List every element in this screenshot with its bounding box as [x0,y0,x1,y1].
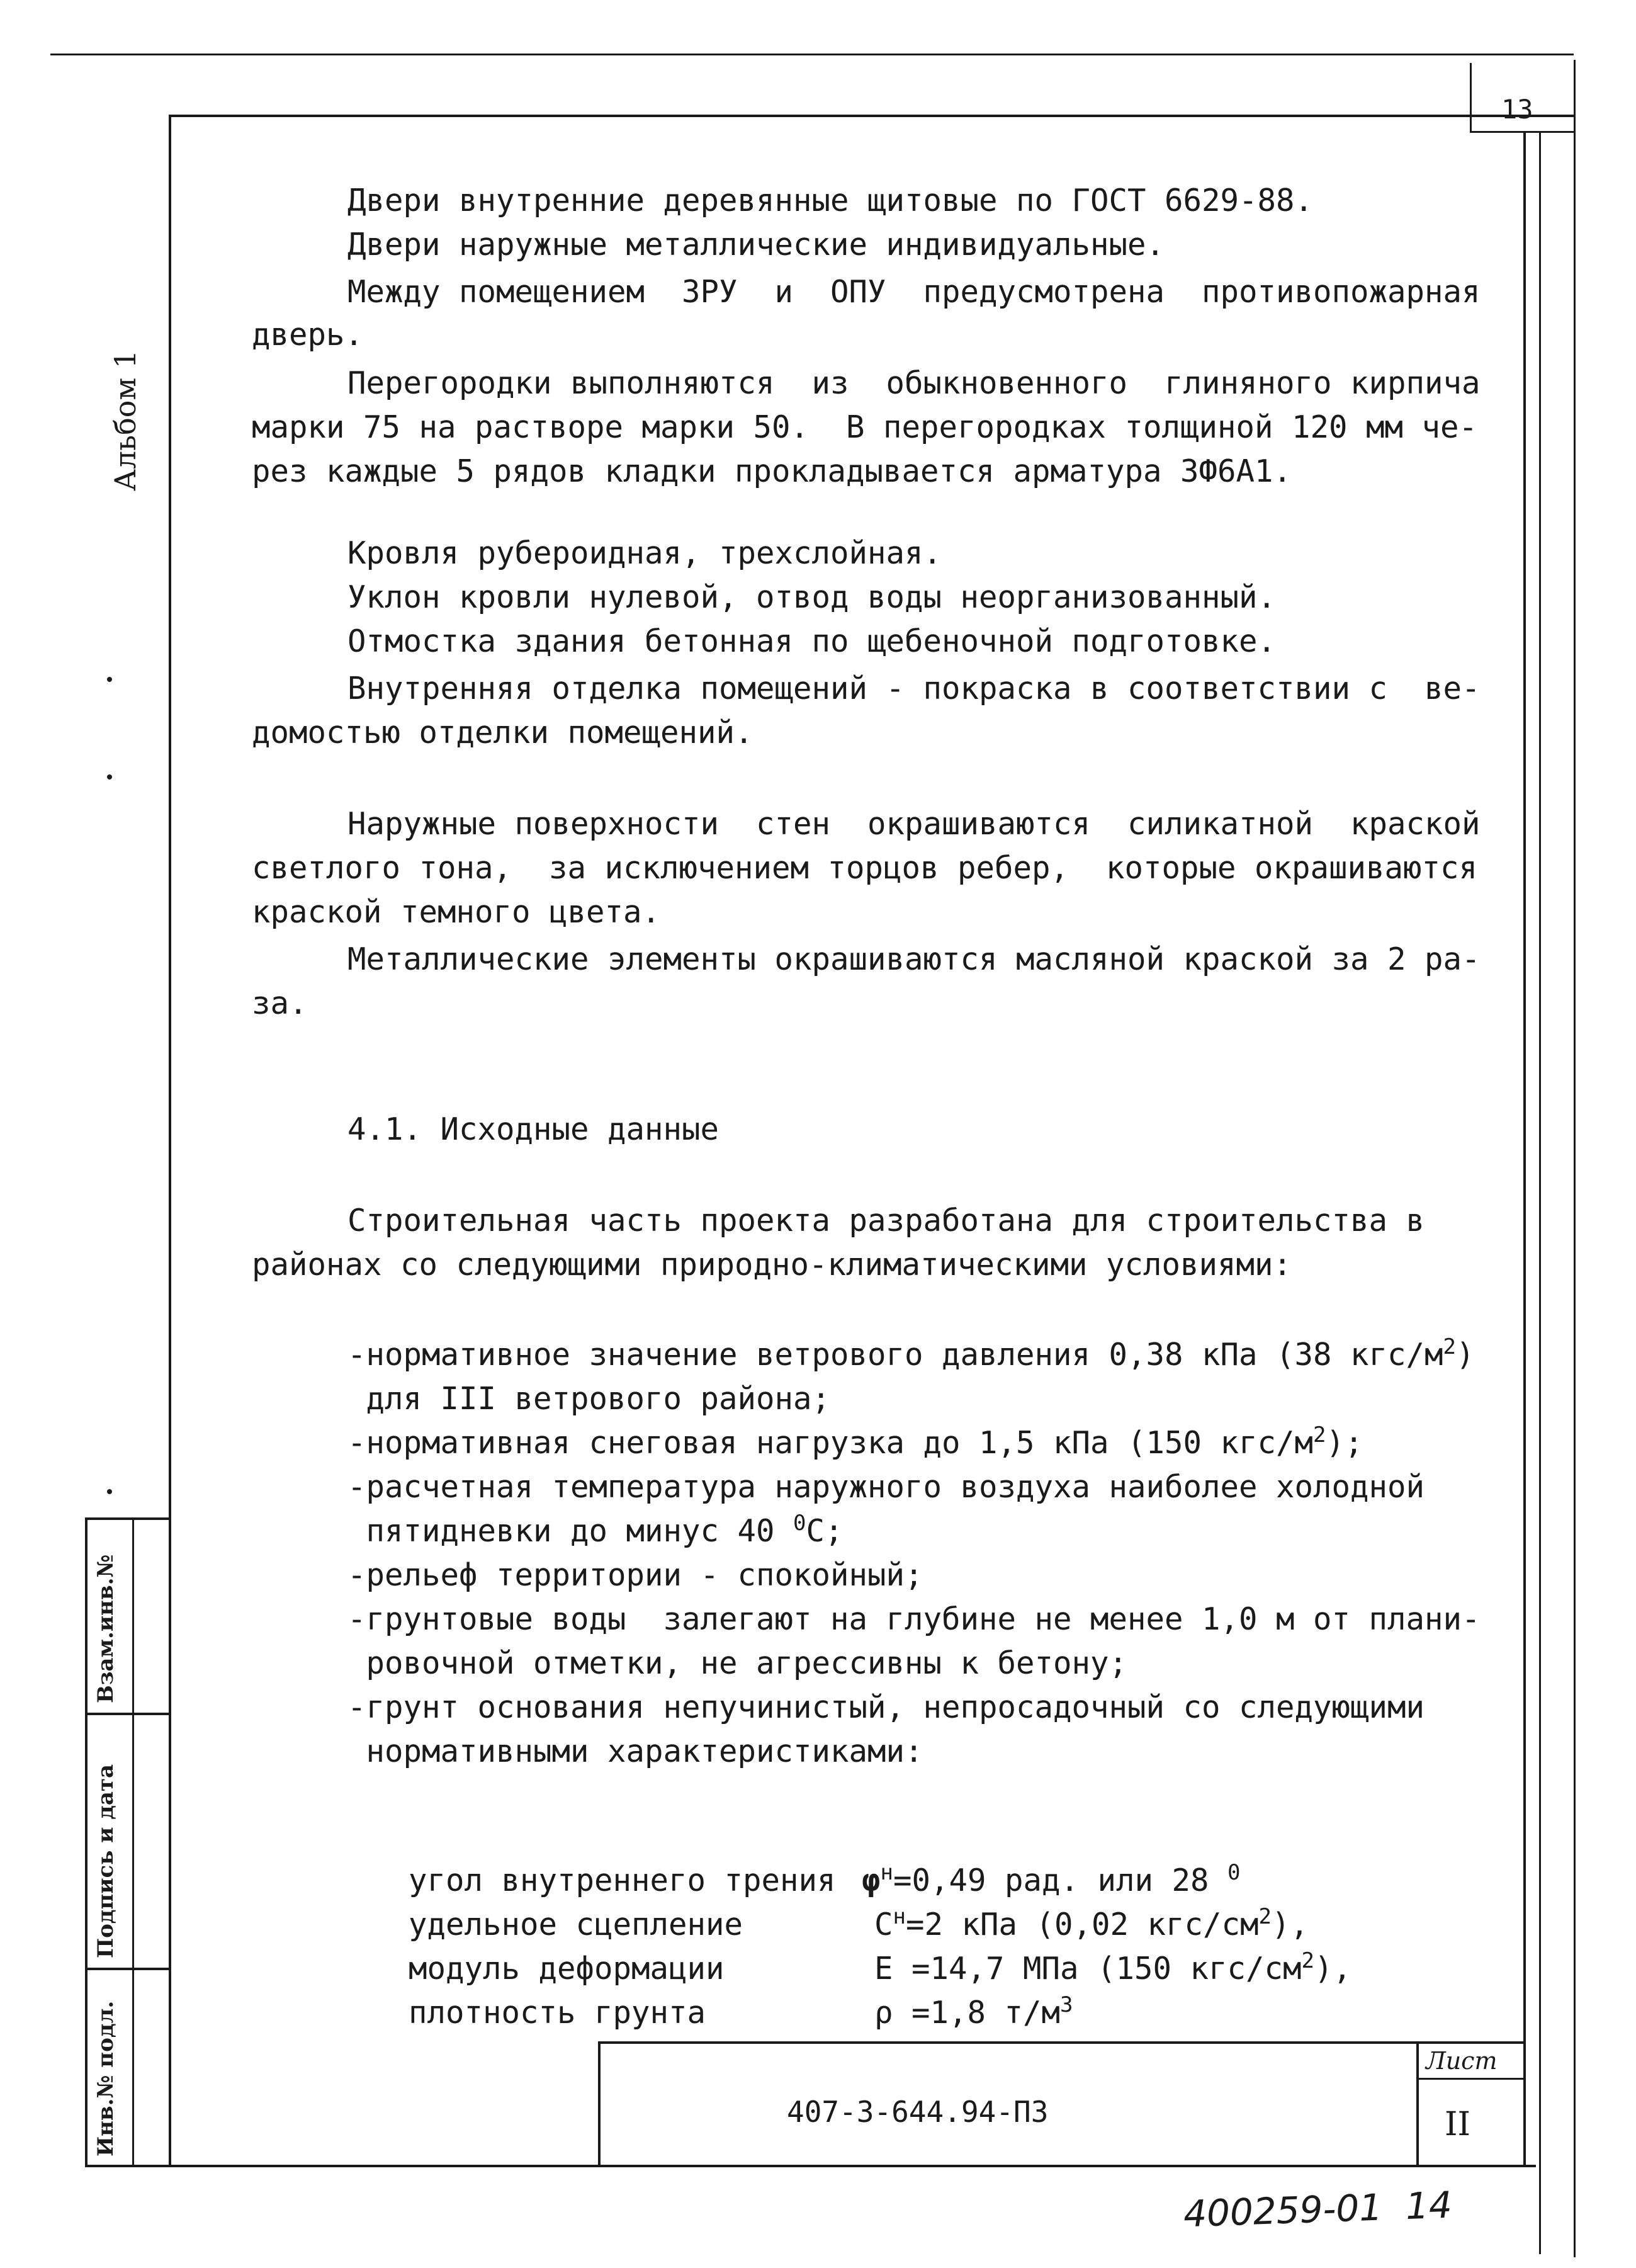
stamp-sheet-number: II [1445,2106,1471,2143]
frame-top [169,115,1576,117]
stamp-doc-code: 407-3-644.94-ПЗ [787,2095,1049,2129]
page-number-box-left [1470,63,1472,132]
paragraph-partitions-1: Перегородки выполняются из обыкновенного глиняного кирпича [347,365,1481,401]
top-rule [50,54,1574,55]
condition-temperature-2: пятидневки до минус 40 $^0$С; [347,1511,843,1549]
condition-soil-1: -грунт основания непучинистый, непросадочный со следующими [347,1689,1425,1725]
section-heading: 4.1. Исходные данные [347,1111,719,1147]
paragraph-metal-1: Металлические элементы окрашиваются масляной краской за 2 ра- [347,941,1481,977]
margin-dot [107,677,112,682]
margin-vzam-label: Взам.инв.№ [93,1554,118,1703]
paragraph-interior-finish-1: Внутренняя отделка помещений - покраска в соответствии с ве- [347,671,1481,706]
margin-inv-label: Инв.№ подл. [93,2000,118,2157]
paragraph-intro-1: Строительная часть проекта разработана для строительства в [347,1203,1425,1239]
soil-row: плотность грунта [409,1995,706,2031]
paragraph-partitions-2: марки 75 на растворе марки 50. В перегородках толщиной 120 мм че- [252,409,1478,445]
handwritten-inventory-number: 400259-01 14 [1182,2183,1453,2236]
condition-relief: -рельеф территории - спокойный; [347,1557,923,1593]
margin-sign-label: Подпись и дата [93,1764,118,1958]
paragraph-walls-3: краской темного цвета. [252,894,661,930]
condition-temperature-1: -расчетная температура наружного воздуха наиболее холодной [347,1469,1425,1505]
paragraph-fire-door-2: дверь. [252,317,364,353]
album-side-label: Альбом 1 [108,349,142,491]
stamp-left [598,2041,601,2167]
page-number: 13 [1501,94,1533,125]
margin-table-left [85,1517,87,2166]
stamp-sheet-label-line [1416,2078,1525,2080]
soil-value: ρ =1,8 $т/м^3$ [874,1992,1073,2031]
paragraph-metal-2: за. [252,985,308,1021]
paragraph-doors-external: Двери наружные металлические индивидуальные. [347,227,1165,263]
paragraph-interior-finish-2: домостью отделки помещений. [252,715,753,751]
paragraph-walls-2: светлого тона, за исключением торцов ребер, которые окрашиваются [252,850,1478,886]
stamp-sheet-label: Лист [1426,2047,1498,2075]
paragraph-roof: Кровля рубероидная, трехслойная. [347,535,942,571]
condition-snow: -нормативная снеговая нагрузка до 1,5 кПа (150 кгс/$м^2$); [347,1422,1363,1461]
condition-wind-2: для III ветрового района; [347,1381,831,1417]
soil-row: угол внутреннего трения [409,1863,836,1898]
paragraph-partitions-3: рез каждые 5 рядов кладки прокладывается арматура 3Ф6А1. [252,453,1292,489]
stamp-top [598,2041,1523,2044]
frame-bottom [169,2165,1536,2167]
soil-value: $С^н=2$ кПа (0,02 кгс/$см^2$), [874,1904,1309,1942]
margin-table-inner [132,1517,134,2166]
condition-wind-1: -нормативное значение ветрового давления 0,38 кПа (38 кгс/$м^2$) [347,1334,1475,1373]
paragraph-intro-2: районах со следующими природно-климатическими условиями: [252,1247,1292,1283]
margin-table-row-2 [85,1968,170,1970]
margin-table-bottom [85,2165,170,2167]
soil-value: $\varphi^н=0,49$ рад. или 28 $^0$ [862,1860,1241,1898]
frame-right-outer-1 [1539,132,1541,2254]
margin-table-top [85,1517,170,1520]
margin-table-row-1 [85,1713,170,1715]
soil-value: Е =14,7 МПа (150 кгс/$см^2$), [874,1948,1352,1987]
condition-groundwater-1: -грунтовые воды залегают на глубине не менее 1,0 м от плани- [347,1601,1481,1637]
paragraph-fire-door-1: Между помещением ЗРУ и ОПУ предусмотрена противопожарная [347,274,1481,310]
condition-groundwater-2: ровочной отметки, не агрессивны к бетону; [347,1645,1128,1681]
soil-row: модуль деформации [409,1951,725,1987]
soil-row: удельное сцепление [409,1907,743,1942]
margin-dot [107,1489,112,1494]
paragraph-roof-slope: Уклон кровли нулевой, отвод воды неорганизованный. [347,579,1277,615]
margin-dot [107,774,112,780]
condition-soil-2: нормативными характеристиками: [347,1733,923,1769]
page-number-box-bottom [1470,131,1576,133]
frame-left [169,115,171,2167]
paragraph-walls-1: Наружные поверхности стен окрашиваются силикатной краской [347,806,1481,842]
stamp-sheet-divider [1416,2041,1419,2167]
paragraph-blind-area: Отмостка здания бетонная по щебеночной подготовке. [347,623,1277,659]
paragraph-doors-internal: Двери внутренние деревянные щитовые по ГОСТ 6629-88. [347,183,1314,218]
